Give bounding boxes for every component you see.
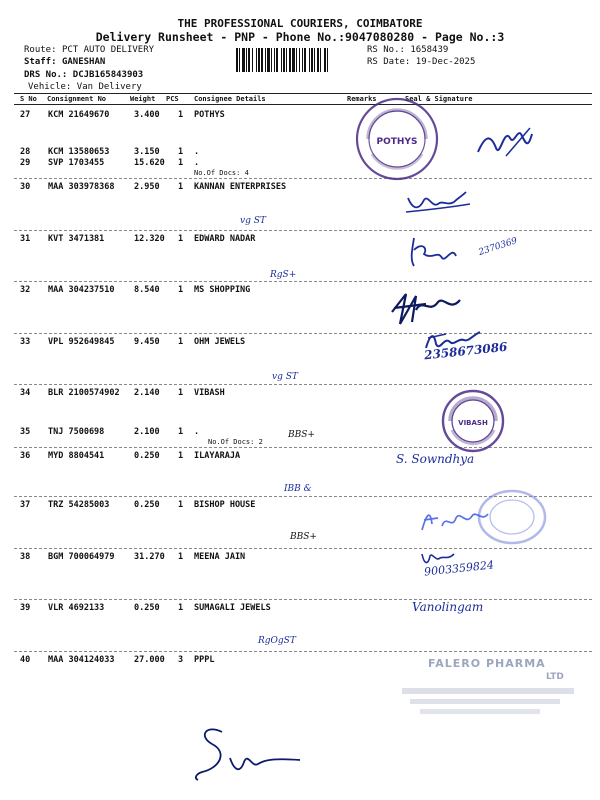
phone-row38: 9003359824 <box>423 558 495 579</box>
vibash-stamp-text: VIBASH <box>458 419 488 427</box>
drs-value: DCJB165843903 <box>72 70 144 80</box>
route-value: PCT AUTO DELIVERY <box>61 45 155 55</box>
row-consignment-no: KCM 13580653 <box>48 147 110 157</box>
barcode-bar <box>304 48 306 72</box>
barcode-bar <box>317 48 319 72</box>
barcode-bar <box>276 48 278 72</box>
row-sno: 28 <box>20 147 31 157</box>
row-separator <box>14 599 592 600</box>
row-sno: 32 <box>20 285 31 295</box>
barcode-bar <box>309 48 310 72</box>
drs-label: DRS No.: <box>24 70 68 80</box>
row-weight: 9.450 <box>134 337 160 347</box>
row-consignee: KANNAN ENTERPRISES <box>194 182 287 192</box>
faded-company-stamp-line2: LTD <box>546 672 564 682</box>
row-sno: 38 <box>20 552 31 562</box>
column-header-seal-signature: Seal & Signature <box>405 95 473 103</box>
vehicle-line <box>28 82 142 92</box>
barcode-bar <box>281 48 282 72</box>
header-top-rule <box>14 93 592 94</box>
row-consignee: . <box>194 147 200 157</box>
note-row35: BBS+ <box>288 430 315 440</box>
row-consignee: . <box>194 427 200 437</box>
row-weight: 0.250 <box>134 603 160 613</box>
rs-no-line <box>367 45 448 55</box>
barcode-bar <box>283 48 285 72</box>
row-pcs: 1 <box>178 337 184 347</box>
signature-row37 <box>416 496 496 540</box>
document-subtitle: Delivery Runsheet - PNP - Phone No.:9047080280 - Page No.:3 <box>95 30 505 44</box>
row-pcs: 1 <box>178 427 184 437</box>
row-pcs: 1 <box>178 110 184 120</box>
row-docs-count: No.Of Docs: 2 <box>208 438 263 446</box>
column-header-weight: Weight <box>130 95 156 103</box>
rs-no-value: 1658439 <box>410 45 449 55</box>
barcode-bar <box>265 48 266 72</box>
rs-date-line <box>367 57 475 67</box>
row-consignee: POTHYS <box>194 110 225 120</box>
barcode-bar <box>286 48 287 72</box>
barcode-bar <box>302 48 303 72</box>
row-consignee: OHM JEWELS <box>194 337 246 347</box>
vibash-seal-stamp <box>440 388 506 454</box>
faded-address-stamp <box>400 684 580 720</box>
row-weight: 0.250 <box>134 451 160 461</box>
row-weight: 27.000 <box>134 655 165 665</box>
row-consignee: EDWARD NADAR <box>194 234 256 244</box>
barcode-bar <box>239 48 240 72</box>
staff-label: Staff: <box>24 57 57 67</box>
barcode-bar <box>236 48 238 72</box>
row-consignment-no: TNJ 7500698 <box>48 427 105 437</box>
row-separator <box>14 178 592 179</box>
row-consignee: SUMAGALI JEWELS <box>194 603 271 613</box>
row-pcs: 1 <box>178 451 184 461</box>
barcode-bar <box>271 48 272 72</box>
barcode-bar <box>289 48 291 72</box>
row-separator <box>14 548 592 549</box>
row-weight: 3.150 <box>134 147 160 157</box>
row-separator <box>14 281 592 282</box>
route-line <box>24 45 154 55</box>
staff-value: GANESHAN <box>61 57 106 67</box>
row-consignment-no: SVP 1703455 <box>48 158 105 168</box>
barcode-bar <box>246 48 247 72</box>
row-docs-count: No.Of Docs: 4 <box>194 169 249 177</box>
signature-text-row36: S. Sowndhya <box>396 452 475 466</box>
barcode-bar <box>292 48 295 72</box>
column-header-consignment: Consignment No <box>47 95 107 103</box>
row-weight: 8.540 <box>134 285 160 295</box>
column-header-remarks: Remarks <box>347 95 377 103</box>
row-separator <box>14 333 592 334</box>
row-weight: 31.270 <box>134 552 165 562</box>
row-consignee: ILAYARAJA <box>194 451 241 461</box>
row-separator <box>14 230 592 231</box>
row-consignee: PPPL <box>194 655 215 665</box>
barcode-bar <box>327 48 328 72</box>
vehicle-label: Vehicle: <box>28 82 72 92</box>
row-weight: 2.950 <box>134 182 160 192</box>
row-sno: 37 <box>20 500 31 510</box>
row-consignment-no: MAA 304237510 <box>48 285 115 295</box>
row-separator <box>14 384 592 385</box>
row-consignment-no: VLR 4692133 <box>48 603 105 613</box>
row-pcs: 1 <box>178 182 184 192</box>
barcode-bar <box>320 48 321 72</box>
document-title: THE PROFESSIONAL COURIERS, COIMBATORE <box>177 17 423 30</box>
row-consignment-no: TRZ 54285003 <box>48 500 110 510</box>
row-consignee: MEENA JAIN <box>194 552 246 562</box>
row-pcs: 1 <box>178 603 184 613</box>
row-sno: 40 <box>20 655 31 665</box>
column-header-pcs: PCS <box>166 95 179 103</box>
row-sno: 31 <box>20 234 31 244</box>
row-pcs: 1 <box>178 552 184 562</box>
row-sno: 36 <box>20 451 31 461</box>
row-separator <box>14 651 592 652</box>
row-consignment-no: BGM 700064979 <box>48 552 115 562</box>
barcode-bar <box>248 48 250 72</box>
row-consignee: MS SHOPPING <box>194 285 251 295</box>
row-sno: 27 <box>20 110 31 120</box>
row-pcs: 1 <box>178 500 184 510</box>
barcode-bar <box>258 48 260 72</box>
rs-no-label: RS No.: <box>367 45 405 55</box>
barcode <box>236 48 364 72</box>
pothys-seal-stamp <box>354 96 440 182</box>
column-header-consignee: Consignee Details <box>194 95 266 103</box>
vehicle-value: Van Delivery <box>76 82 142 92</box>
barcode-bar <box>261 48 263 72</box>
header-bottom-rule <box>14 104 592 105</box>
row-sno: 35 <box>20 427 31 437</box>
signature-row31 <box>404 232 464 272</box>
row-sno: 30 <box>20 182 31 192</box>
signature-row27 <box>470 118 540 164</box>
row-consignment-no: MAA 303978368 <box>48 182 115 192</box>
note-row37: IBB & <box>284 484 312 494</box>
row-consignment-no: KCM 21649670 <box>48 110 110 120</box>
note-row38: BBS+ <box>290 532 317 542</box>
row-consignee: BISHOP HOUSE <box>194 500 256 510</box>
row-pcs: 1 <box>178 234 184 244</box>
faded-company-stamp-line1: FALERO PHARMA <box>428 657 546 670</box>
signature-row30 <box>402 186 474 218</box>
row-consignment-no: BLR 2100574902 <box>48 388 120 398</box>
signature-text-row39: Vanolingam <box>412 600 484 614</box>
staff-signature <box>190 718 310 788</box>
barcode-bar <box>267 48 270 72</box>
row-pcs: 1 <box>178 158 184 168</box>
row-sno: 39 <box>20 603 31 613</box>
rs-date-label: RS Date: <box>367 57 411 67</box>
row-weight: 2.140 <box>134 388 160 398</box>
drs-line <box>24 70 143 80</box>
row-consignment-no: VPL 952649845 <box>48 337 115 347</box>
note-row40: RgOgST <box>258 636 296 646</box>
barcode-bar <box>252 48 253 72</box>
row-consignment-no: MYD 8804541 <box>48 451 105 461</box>
barcode-bar <box>256 48 257 72</box>
row-weight: 2.100 <box>134 427 160 437</box>
row-sno: 29 <box>20 158 31 168</box>
phone-row33: 2358673086 <box>423 339 509 363</box>
row-consignee: . <box>194 158 200 168</box>
barcode-bar <box>299 48 300 72</box>
pothys-stamp-text: POTHYS <box>376 137 418 147</box>
note-row32: RgS+ <box>270 270 297 280</box>
row-weight: 15.620 <box>134 158 165 168</box>
barcode-bar <box>324 48 326 72</box>
rs-date-value: 19-Dec-2025 <box>415 57 476 67</box>
row-weight: 12.320 <box>134 234 165 244</box>
barcode-bar <box>296 48 297 72</box>
barcode-bar <box>242 48 245 72</box>
note-row34: vg ST <box>272 372 298 382</box>
row-sno: 33 <box>20 337 31 347</box>
barcode-bar <box>274 48 275 72</box>
row-sno: 34 <box>20 388 31 398</box>
row-pcs: 1 <box>178 285 184 295</box>
barcode-bar <box>311 48 313 72</box>
row-pcs: 3 <box>178 655 184 665</box>
row-weight: 3.400 <box>134 110 160 120</box>
row-consignee: VIBASH <box>194 388 225 398</box>
row-consignment-no: MAA 304124033 <box>48 655 115 665</box>
route-label: Route: <box>24 45 57 55</box>
row-pcs: 1 <box>178 147 184 157</box>
barcode-bar <box>314 48 315 72</box>
row-pcs: 1 <box>178 388 184 398</box>
note-row31: vg ST <box>240 216 266 226</box>
phone-row31: 2370369 <box>477 236 519 258</box>
column-header-sno: S No <box>20 95 37 103</box>
row-consignment-no: KVT 3471381 <box>48 234 105 244</box>
row-weight: 0.250 <box>134 500 160 510</box>
staff-line <box>24 57 105 67</box>
